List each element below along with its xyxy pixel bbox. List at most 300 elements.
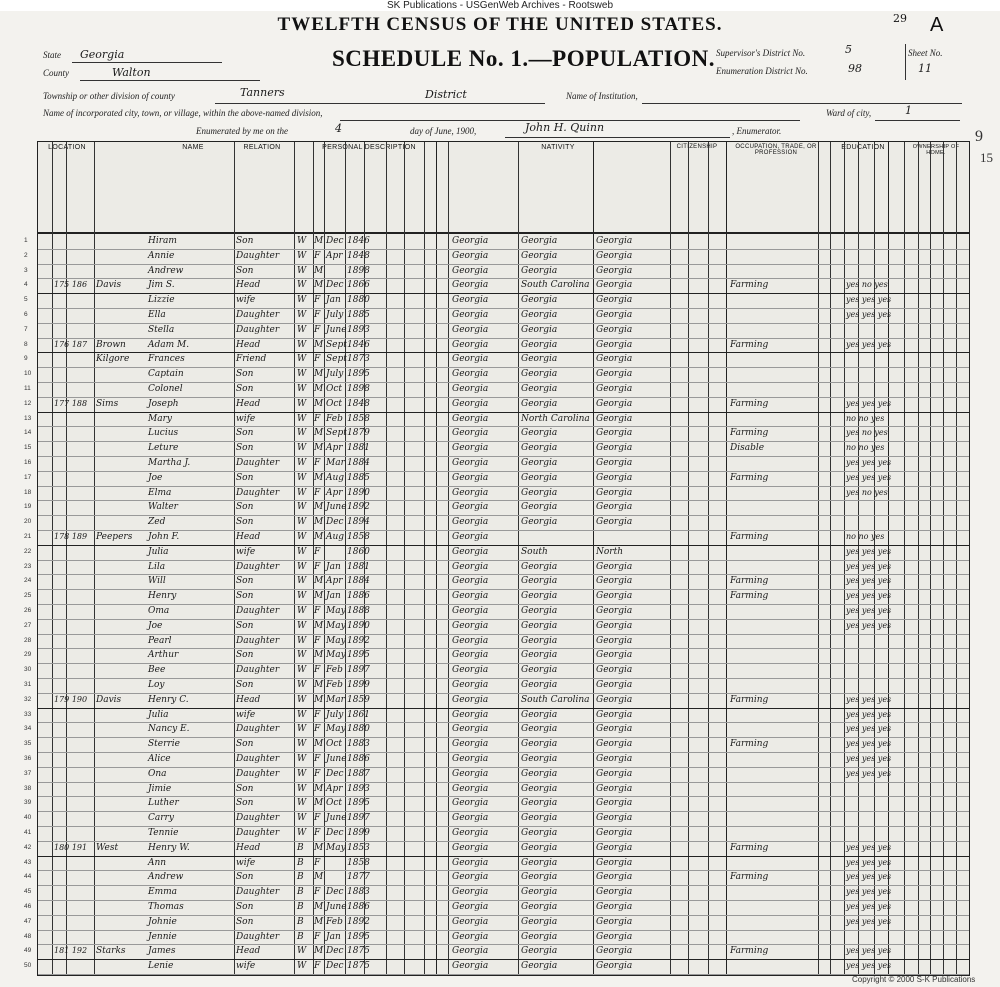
cell-relation: Friend — [236, 354, 267, 365]
cell-sex: M — [314, 872, 324, 883]
cell-father-birthplace: Georgia — [521, 783, 558, 794]
cell-sex: F — [314, 561, 321, 572]
cell-mother-birthplace: Georgia — [596, 961, 633, 972]
cell-sex: F — [314, 857, 321, 868]
cell-birth-year: 1898 — [347, 384, 370, 394]
cell-birth-year: 1895 — [347, 798, 370, 809]
cell-relation: Head — [236, 946, 261, 957]
cell-sex: M — [314, 265, 324, 276]
row-divider — [38, 278, 969, 279]
cell-father-birthplace: Georgia — [521, 443, 558, 454]
column-divider — [818, 142, 819, 975]
cell-father-birthplace: Georgia — [521, 931, 558, 942]
cell-relation: Son — [236, 916, 254, 927]
cell-birthplace: Georgia — [452, 546, 489, 557]
row-divider — [38, 885, 969, 886]
cell-education: yes no yes — [846, 487, 888, 497]
cell-relation: Son — [236, 576, 254, 587]
cell-sex: F — [314, 931, 321, 942]
cell-education: yes yes yes — [846, 872, 892, 882]
sheet-value: 11 — [918, 62, 932, 75]
cell-relation: Daughter — [236, 487, 280, 498]
cell-birth-year: 1886 — [347, 754, 370, 764]
day-label: day of June, 1900, — [410, 126, 477, 136]
cell-given-name: Ella — [148, 310, 166, 320]
cell-relation: Daughter — [236, 561, 280, 572]
cell-birthplace: Georgia — [452, 532, 489, 542]
cell-birth-year: 1877 — [347, 872, 370, 883]
cell-mother-birthplace: Georgia — [596, 280, 633, 291]
cell-race: W — [297, 665, 307, 676]
cell-birthplace: Georgia — [452, 857, 489, 868]
cell-birthplace: Georgia — [452, 458, 489, 468]
cell-mother-birthplace: Georgia — [596, 694, 633, 705]
enumeration-value: 98 — [848, 62, 862, 75]
cell-birth-month: Aug — [326, 532, 345, 542]
header-location: LOCATION — [48, 144, 86, 151]
cell-mother-birthplace: Georgia — [596, 680, 633, 690]
cell-birth-month: Feb — [326, 665, 343, 676]
cell-race: W — [297, 517, 307, 528]
cell-surname: Davis — [96, 694, 122, 705]
cell-mother-birthplace: Georgia — [596, 931, 633, 942]
cell-birth-month: Oct — [326, 739, 343, 750]
cell-relation: Head — [236, 694, 261, 705]
column-divider — [593, 142, 594, 975]
cell-sex: F — [314, 354, 321, 365]
cell-race: W — [297, 458, 307, 468]
cell-mother-birthplace: Georgia — [596, 842, 633, 853]
row-number: 27 — [24, 621, 32, 629]
cell-race: W — [297, 650, 307, 661]
cell-mother-birthplace: Georgia — [596, 902, 633, 912]
column-divider — [930, 142, 931, 975]
cell-mother-birthplace: Georgia — [596, 428, 633, 439]
cell-race: W — [297, 798, 307, 809]
cell-given-name: Johnie — [148, 916, 177, 927]
cell-given-name: Lenie — [148, 961, 174, 972]
cell-house-number: 178 189 — [54, 532, 88, 541]
enumerator-name: John H. Quinn — [525, 121, 605, 134]
row-number: 1 — [24, 237, 28, 244]
cell-birth-year: 1858 — [347, 857, 370, 868]
cell-birth-month: Oct — [326, 798, 343, 809]
cell-birth-month: Apr — [326, 783, 343, 794]
cell-father-birthplace: Georgia — [521, 428, 558, 439]
cell-mother-birthplace: Georgia — [596, 650, 633, 661]
row-number: 17 — [24, 473, 32, 481]
cell-mother-birthplace: Georgia — [596, 665, 633, 676]
row-divider — [38, 441, 969, 442]
cell-birth-month: Dec — [326, 946, 344, 957]
cell-sex: M — [314, 783, 324, 794]
cell-birth-month: May — [326, 724, 346, 735]
cell-relation: Son — [236, 872, 254, 883]
cell-mother-birthplace: Georgia — [596, 857, 633, 868]
cell-relation: Daughter — [236, 250, 280, 261]
row-number: 22 — [24, 547, 32, 555]
cell-sex: F — [314, 887, 321, 898]
cell-race: W — [297, 369, 307, 380]
cell-father-birthplace: Georgia — [521, 709, 558, 720]
cell-birth-year: 1897 — [347, 813, 370, 824]
row-divider — [38, 856, 969, 857]
cell-mother-birthplace: Georgia — [596, 916, 633, 927]
row-number: 19 — [24, 503, 32, 511]
cell-relation: Son — [236, 472, 254, 483]
ward-value: 1 — [905, 104, 912, 117]
cell-occupation: Farming — [730, 872, 769, 883]
cell-birth-year: 1879 — [347, 428, 370, 439]
cell-race: W — [297, 591, 307, 602]
cell-relation: Head — [236, 339, 261, 350]
row-divider — [38, 249, 969, 250]
row-divider — [38, 545, 969, 546]
header-ownership: OWNERSHIP OF HOME. — [912, 144, 960, 156]
cell-race: W — [297, 532, 307, 542]
cell-sex: F — [314, 546, 321, 557]
row-divider — [38, 915, 969, 916]
cell-race: W — [297, 961, 307, 972]
cell-relation: Daughter — [236, 768, 280, 779]
cell-birthplace: Georgia — [452, 813, 489, 824]
cell-father-birthplace: Georgia — [521, 768, 558, 779]
township-line — [215, 103, 545, 104]
cell-birth-month: May — [326, 606, 346, 616]
cell-birthplace: Georgia — [452, 961, 489, 972]
row-divider — [38, 352, 969, 353]
cell-given-name: John F. — [148, 532, 180, 542]
cell-father-birthplace: Georgia — [521, 472, 558, 483]
cell-race: W — [297, 354, 307, 365]
row-number: 43 — [24, 858, 32, 866]
cell-relation: Son — [236, 739, 254, 750]
cell-birthplace: Georgia — [452, 310, 489, 320]
column-divider — [956, 142, 957, 975]
cell-father-birthplace: Georgia — [521, 324, 558, 335]
cell-birth-year: 1860 — [347, 546, 370, 557]
row-number: 50 — [24, 962, 32, 970]
cell-relation: Son — [236, 384, 254, 394]
cell-mother-birthplace: Georgia — [596, 472, 633, 483]
cell-father-birthplace: Georgia — [521, 369, 558, 380]
cell-birth-month: Feb — [326, 916, 343, 927]
row-number: 46 — [24, 903, 32, 910]
row-divider — [38, 338, 969, 339]
cell-sex: M — [314, 236, 324, 246]
cell-house-number: 179 190 — [54, 694, 88, 704]
cell-given-name: Ann — [148, 857, 167, 868]
cell-birthplace: Georgia — [452, 384, 489, 394]
cell-given-name: Hiram — [148, 236, 177, 246]
cell-occupation: Farming — [730, 428, 769, 439]
cell-relation: Son — [236, 680, 254, 690]
cell-given-name: Henry C. — [148, 694, 189, 705]
cell-sex: M — [314, 916, 324, 927]
cell-given-name: Lizzie — [148, 295, 175, 306]
row-divider — [38, 870, 969, 871]
cell-given-name: Alice — [148, 754, 171, 764]
state-line — [72, 62, 222, 63]
cell-father-birthplace: Georgia — [521, 354, 558, 365]
cell-father-birthplace: Georgia — [521, 502, 558, 513]
cell-house-number: 177 188 — [54, 398, 88, 408]
cell-father-birthplace: Georgia — [521, 887, 558, 898]
row-number: 5 — [24, 296, 28, 304]
cell-father-birthplace: Georgia — [521, 724, 558, 735]
cell-mother-birthplace: Georgia — [596, 768, 633, 779]
enumerator-label: , Enumerator. — [732, 126, 782, 136]
cell-birthplace: Georgia — [452, 650, 489, 661]
cell-surname: West — [96, 842, 119, 853]
cell-birth-year: 1895 — [347, 369, 370, 380]
cell-birth-year: 1895 — [347, 931, 370, 942]
cell-father-birthplace: Georgia — [521, 561, 558, 572]
cell-birth-month: Feb — [326, 680, 343, 690]
cell-relation: Son — [236, 517, 254, 528]
cell-birth-year: 1853 — [347, 842, 370, 853]
cell-birth-year: 1861 — [347, 709, 370, 720]
cell-given-name: Lucius — [148, 428, 179, 439]
row-number: 12 — [24, 399, 32, 407]
cell-birth-month: Dec — [326, 517, 344, 528]
cell-sex: M — [314, 680, 324, 690]
cell-birth-year: 1893 — [347, 783, 370, 794]
cell-given-name: Leture — [148, 443, 179, 454]
cell-mother-birthplace: Georgia — [596, 295, 633, 306]
cell-race: B — [297, 842, 304, 853]
column-divider — [294, 142, 295, 975]
row-number: 8 — [24, 340, 28, 348]
county-label: County — [43, 68, 69, 78]
cell-mother-birthplace: Georgia — [596, 872, 633, 883]
cell-birthplace: Georgia — [452, 754, 489, 764]
cell-mother-birthplace: Georgia — [596, 828, 633, 838]
cell-education: no no yes — [846, 413, 885, 423]
cell-birthplace: Georgia — [452, 428, 489, 439]
column-divider — [670, 142, 671, 975]
source-banner: SK Publications - USGenWeb Archives - Rootsweb — [0, 0, 1000, 11]
cell-relation: wife — [236, 709, 256, 720]
cell-education: yes no yes — [846, 428, 888, 438]
cell-education: yes yes yes — [846, 887, 892, 897]
cell-birthplace: Georgia — [452, 931, 489, 942]
header-name: NAME — [182, 144, 204, 151]
column-divider — [943, 142, 944, 975]
cell-relation: Daughter — [236, 665, 280, 676]
census-title: TWELFTH CENSUS OF THE UNITED STATES. — [277, 14, 723, 35]
cell-race: W — [297, 443, 307, 454]
cell-birth-year: 1858 — [347, 413, 370, 424]
cell-birth-month: May — [326, 620, 346, 631]
cell-birthplace: Georgia — [452, 280, 489, 291]
cell-race: B — [297, 902, 304, 912]
row-divider — [38, 722, 969, 723]
cell-father-birthplace: South Carolina — [521, 280, 590, 291]
cell-relation: Daughter — [236, 724, 280, 735]
header-personal: PERSONAL DESCRIPTION — [322, 144, 416, 151]
cell-relation: Head — [236, 280, 261, 291]
row-number: 20 — [24, 518, 32, 526]
cell-mother-birthplace: Georgia — [596, 946, 633, 957]
cell-birth-year: 1866 — [347, 280, 370, 291]
cell-birth-month: Oct — [326, 398, 343, 409]
cell-father-birthplace: Georgia — [521, 946, 558, 957]
cell-birth-month: Dec — [326, 961, 344, 972]
cell-birthplace: Georgia — [452, 783, 489, 794]
cell-birth-month: Apr — [326, 487, 343, 498]
cell-relation: Son — [236, 798, 254, 809]
row-divider — [38, 974, 969, 975]
cell-birth-month: July — [326, 369, 344, 380]
cell-birth-month: Sept — [326, 339, 347, 350]
cell-birth-month: July — [326, 310, 344, 320]
row-number: 37 — [24, 769, 32, 777]
column-divider — [324, 142, 325, 975]
column-divider — [688, 142, 689, 975]
row-divider — [38, 397, 969, 398]
cell-education: yes yes yes — [846, 857, 892, 867]
row-divider — [38, 648, 969, 649]
cell-occupation: Farming — [730, 532, 769, 542]
cell-given-name: Bee — [148, 665, 166, 676]
row-number: 47 — [24, 917, 32, 925]
row-divider — [38, 841, 969, 842]
cell-birth-year: 1895 — [347, 650, 370, 661]
sheet-label: Sheet No. — [908, 48, 943, 58]
header-occupation: OCCUPATION, TRADE, OR PROFESSION — [735, 144, 817, 156]
cell-given-name: Frances — [148, 354, 185, 365]
cell-education: no no yes — [846, 532, 885, 541]
cell-sex: F — [314, 961, 321, 972]
township-value: Tanners — [240, 86, 285, 99]
row-divider — [38, 382, 969, 383]
cell-race: W — [297, 546, 307, 557]
cell-surname: Kilgore — [96, 354, 130, 365]
cell-education: yes yes yes — [846, 694, 892, 704]
cell-race: W — [297, 339, 307, 350]
cell-mother-birthplace: Georgia — [596, 458, 633, 468]
cell-sex: M — [314, 398, 324, 409]
cell-relation: Son — [236, 620, 254, 631]
cell-occupation: Farming — [730, 472, 769, 483]
cell-given-name: Colonel — [148, 384, 183, 394]
cell-birthplace: Georgia — [452, 413, 489, 424]
column-divider — [94, 142, 95, 975]
cell-birth-year: 1897 — [347, 665, 370, 676]
cell-birthplace: Georgia — [452, 398, 489, 409]
cell-education: yes yes yes — [846, 546, 892, 556]
row-number: 23 — [24, 562, 32, 570]
cell-sex: M — [314, 620, 324, 631]
cell-mother-birthplace: North — [596, 546, 624, 557]
cell-sex: M — [314, 369, 324, 380]
row-divider — [38, 560, 969, 561]
sheet-page-number: 29 — [893, 12, 907, 25]
cell-mother-birthplace: Georgia — [596, 783, 633, 794]
row-number: 31 — [24, 681, 32, 688]
row-number: 48 — [24, 932, 32, 940]
cell-education: yes yes yes — [846, 295, 892, 305]
row-number: 25 — [24, 592, 32, 600]
cell-given-name: Joe — [148, 620, 163, 631]
cell-birth-month: May — [326, 650, 346, 661]
row-divider — [38, 530, 969, 531]
cell-surname: Brown — [96, 339, 126, 350]
cell-relation: Son — [236, 443, 254, 454]
cell-mother-birthplace: Georgia — [596, 724, 633, 735]
cell-father-birthplace: Georgia — [521, 842, 558, 853]
institution-line — [642, 103, 962, 104]
state-value: Georgia — [80, 48, 125, 61]
cell-relation: Daughter — [236, 931, 280, 942]
cell-sex: F — [314, 724, 321, 735]
cell-education: yes yes yes — [846, 961, 892, 971]
cell-house-number: 176 187 — [54, 339, 88, 349]
cell-surname: Peepers — [96, 532, 133, 542]
cell-birth-year: 1873 — [347, 354, 370, 365]
cell-occupation: Farming — [730, 576, 769, 587]
cell-father-birthplace: Georgia — [521, 339, 558, 350]
column-divider — [518, 142, 519, 975]
county-line — [80, 80, 260, 81]
cell-education: yes yes yes — [846, 591, 892, 601]
row-number: 40 — [24, 814, 32, 822]
cell-birthplace: Georgia — [452, 576, 489, 587]
cell-education: yes no yes — [846, 280, 888, 290]
cell-mother-birthplace: Georgia — [596, 265, 633, 276]
cell-birth-year: 1881 — [347, 443, 370, 454]
cell-mother-birthplace: Georgia — [596, 324, 633, 335]
cell-birth-year: 1892 — [347, 635, 370, 646]
cell-race: W — [297, 635, 307, 646]
column-divider — [234, 142, 235, 975]
cell-birth-year: 1875 — [347, 961, 370, 972]
row-divider — [38, 293, 969, 294]
cell-given-name: Captain — [148, 369, 184, 380]
cell-race: B — [297, 872, 304, 883]
cell-given-name: Henry — [148, 591, 177, 602]
cell-mother-birthplace: Georgia — [596, 517, 633, 528]
cell-father-birthplace: Georgia — [521, 635, 558, 646]
cell-race: W — [297, 709, 307, 720]
cell-education: yes yes yes — [846, 561, 892, 571]
cell-birth-year: 1893 — [347, 324, 370, 335]
cell-birthplace: Georgia — [452, 842, 489, 853]
incorporated-label: Name of incorporated city, town, or village, within the above-named division, — [43, 108, 323, 118]
cell-sex: M — [314, 443, 324, 454]
column-divider — [436, 142, 437, 975]
row-divider — [38, 930, 969, 931]
cell-race: W — [297, 502, 307, 513]
cell-birthplace: Georgia — [452, 517, 489, 528]
cell-birth-year: 1848 — [347, 398, 370, 409]
cell-race: W — [297, 280, 307, 291]
cell-relation: Daughter — [236, 310, 280, 320]
cell-given-name: Carry — [148, 813, 174, 824]
cell-sex: M — [314, 532, 324, 542]
cell-birth-year: 1888 — [347, 606, 370, 616]
cell-education: yes yes yes — [846, 339, 892, 349]
cell-given-name: Nancy E. — [148, 724, 190, 735]
column-divider — [830, 142, 831, 975]
cell-mother-birthplace: Georgia — [596, 487, 633, 498]
column-divider — [918, 142, 919, 975]
cell-surname: Starks — [96, 946, 126, 957]
cell-given-name: Adam M. — [148, 339, 190, 350]
cell-birthplace: Georgia — [452, 369, 489, 380]
cell-occupation: Farming — [730, 739, 769, 750]
